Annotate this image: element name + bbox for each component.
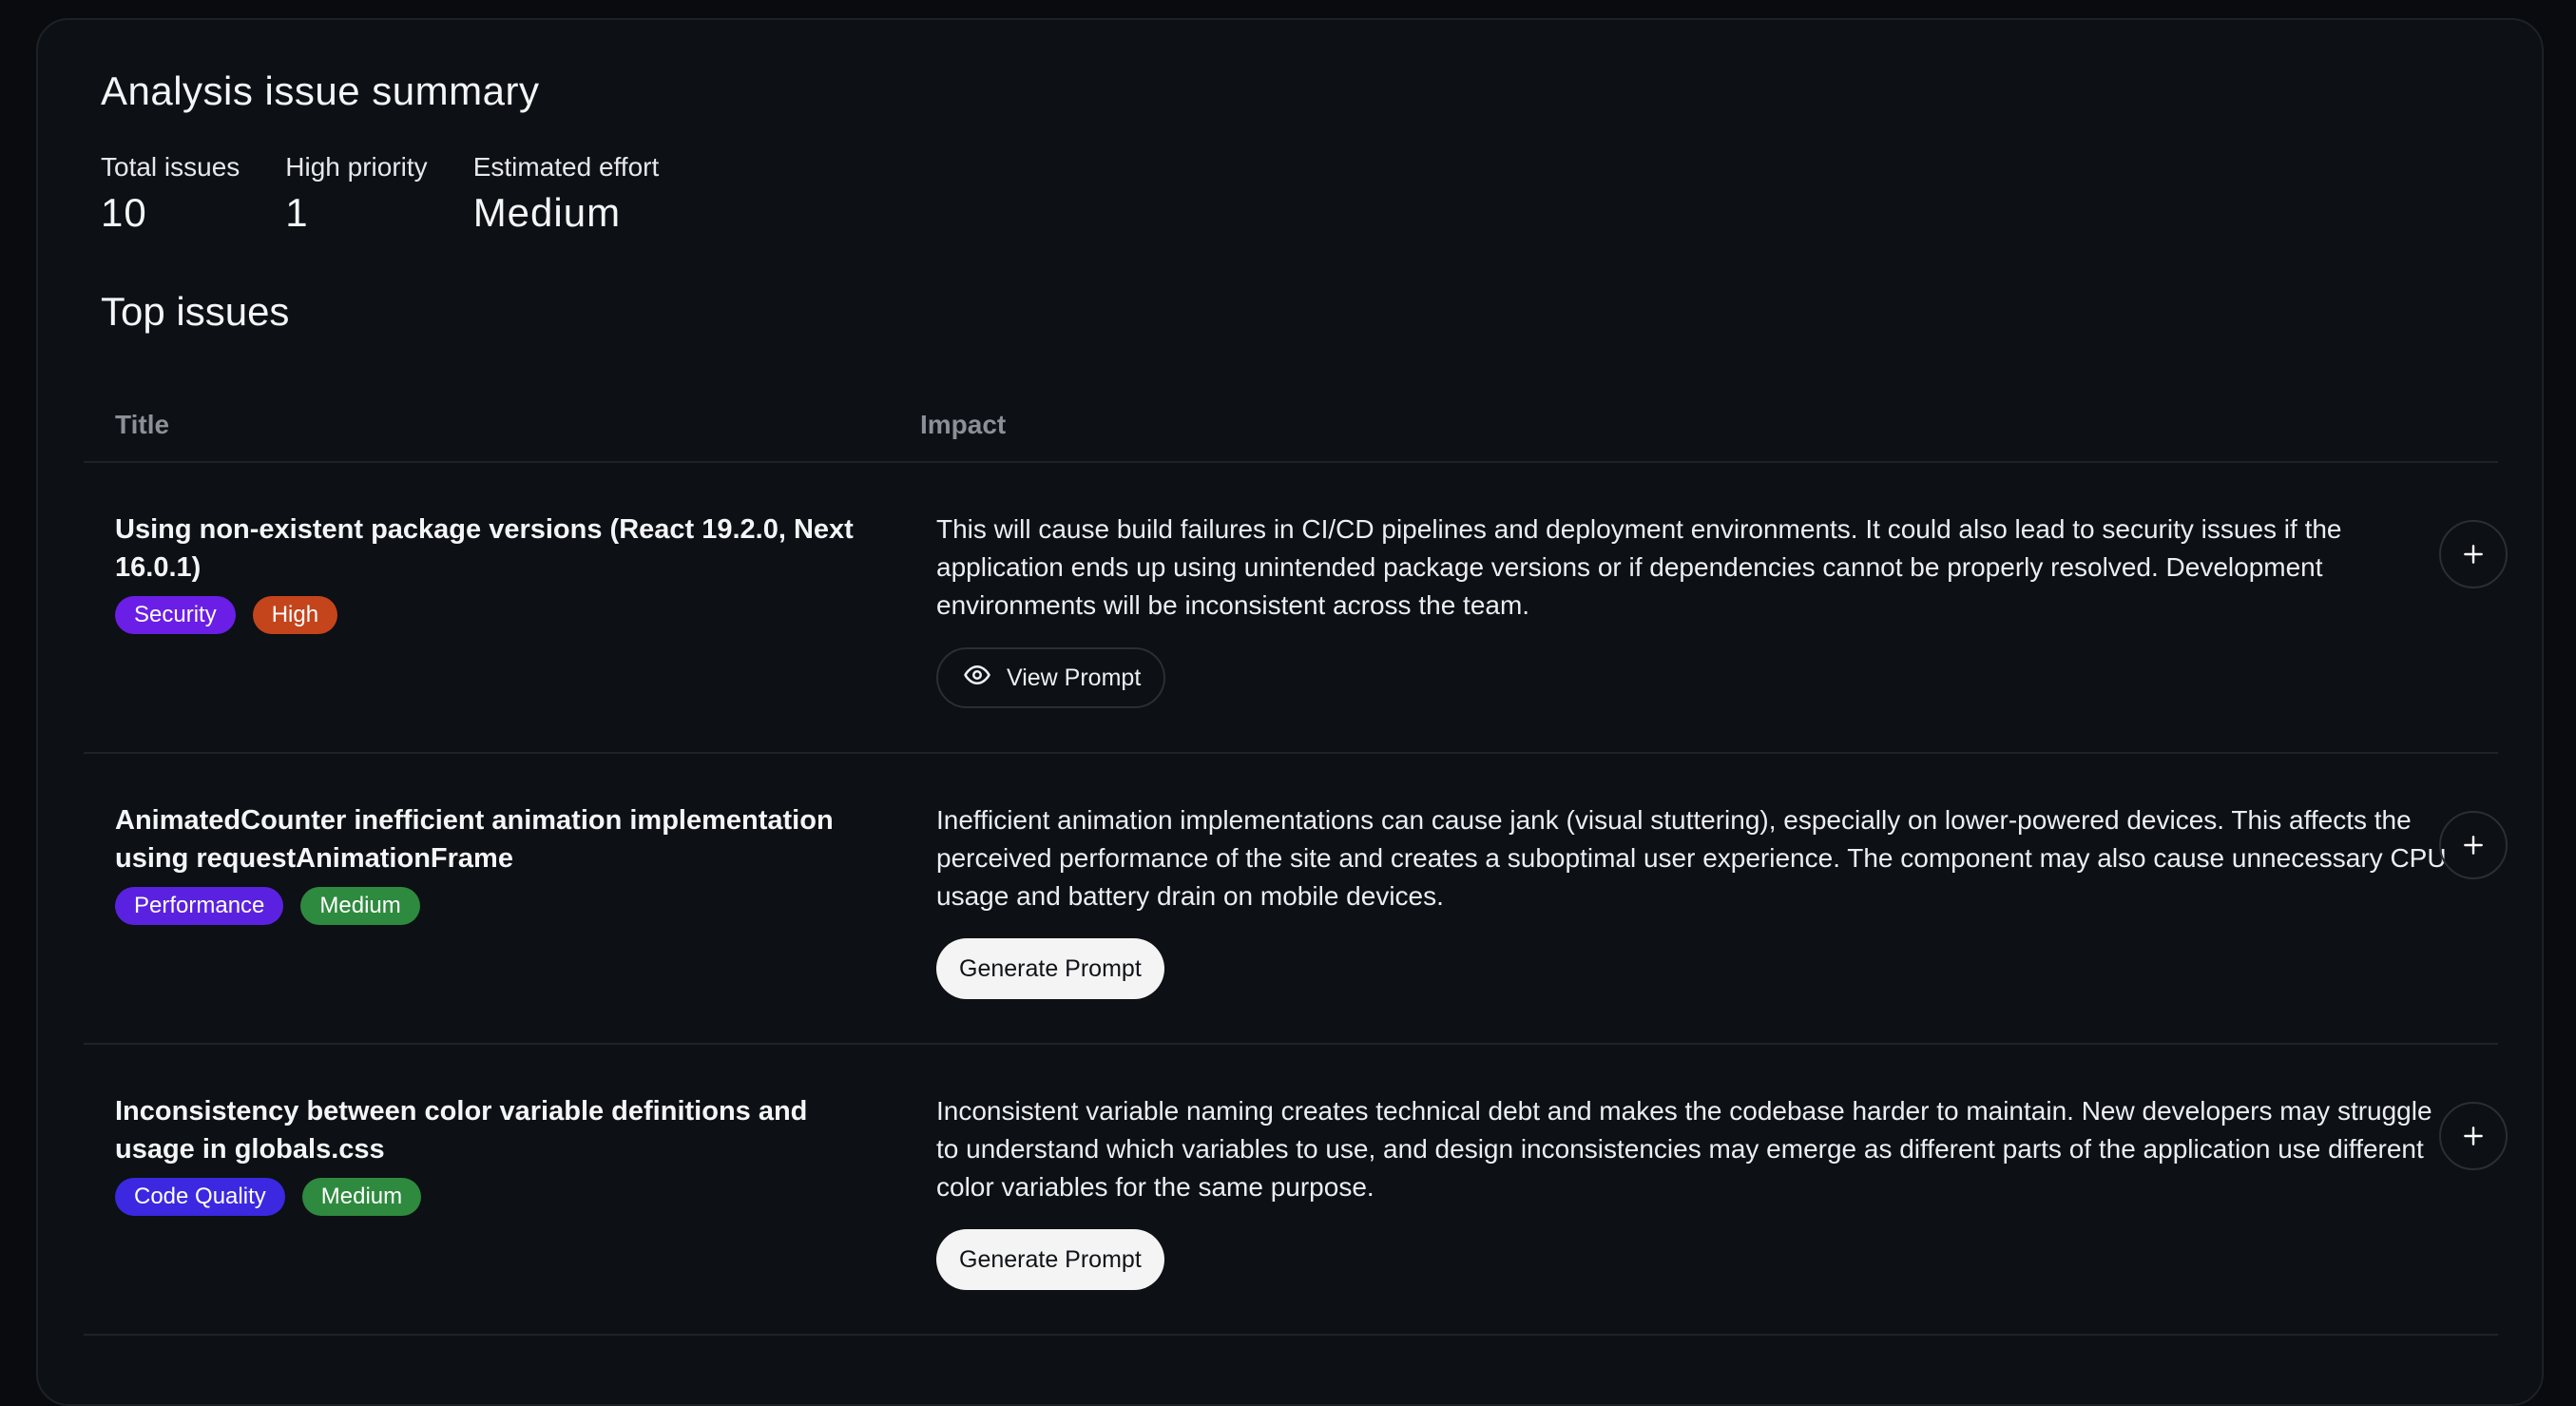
issue-badges: [115, 887, 420, 925]
stat-total-issues: [101, 151, 240, 237]
issue-row: [84, 463, 2498, 754]
expand-issue-button[interactable]: [2439, 1102, 2508, 1170]
generate-prompt-button[interactable]: Generate Prompt: [936, 938, 1164, 999]
plus-icon: [2461, 833, 2486, 857]
generate-prompt-button[interactable]: Generate Prompt: [936, 1229, 1164, 1290]
stat-estimated-effort: [473, 151, 660, 237]
issue-title: AnimatedCounter inefficient animation implementation using requestAnimationFrame: [115, 805, 834, 874]
plus-icon: [2461, 542, 2486, 567]
issue-impact: This will cause build failures in CI/CD pipelines and deployment environments. It could also lead to security issues if the application ends up using unintended package versions or if dependencies cannot be properly resolved. Development environments will be inconsistent across the team.: [936, 514, 2342, 620]
stat-label: Total issues: [101, 152, 240, 182]
column-header-impact: Impact: [920, 410, 1007, 439]
priority-badge: High: [253, 596, 337, 634]
category-badge: Code Quality: [115, 1178, 285, 1216]
view-prompt-button[interactable]: [936, 647, 1165, 708]
stat-label: Estimated effort: [472, 152, 660, 182]
issue-impact: Inconsistent variable naming creates technical debt and makes the codebase harder to maintain. New developers may struggle to understand which variables to use, and design inconsistencies may emerge as different parts of the application use different color variables for the same purpose.: [936, 1096, 2432, 1202]
stat-value: Medium: [472, 189, 622, 235]
issue-badges: [115, 1178, 421, 1216]
plus-icon: [2461, 1124, 2486, 1148]
category-badge: Security: [115, 596, 236, 634]
stat-value: 10: [101, 189, 147, 235]
top-issues-title: Top issues: [101, 289, 290, 334]
summary-stats: [101, 151, 659, 237]
issue-row: [84, 754, 2498, 1045]
issue-title: Using non-existent package versions (React 19.2.0, Next 16.0.1): [115, 514, 854, 583]
stat-value: 1: [285, 189, 309, 235]
category-badge: Performance: [115, 887, 283, 925]
issue-title: Inconsistency between color variable definitions and usage in globals.css: [115, 1096, 808, 1165]
priority-badge: Medium: [302, 1178, 421, 1216]
summary-title: Analysis issue summary: [101, 68, 540, 113]
expand-issue-button[interactable]: [2439, 811, 2508, 879]
priority-badge: Medium: [300, 887, 419, 925]
issue-impact: Inefficient animation implementations can cause jank (visual stuttering), especially on lower-powered devices. This affects the perceived performance of the site and creates a suboptimal user experience. The component may also cause unnecessary CPU usage and battery drain on mobile devices.: [936, 805, 2447, 911]
stat-high-priority: [285, 151, 427, 237]
issues-table-header: [84, 391, 2498, 463]
stat-label: High priority: [285, 152, 428, 182]
column-header-title: Title: [115, 410, 170, 439]
analysis-summary-card: [36, 18, 2544, 1406]
issues-table-body: [84, 463, 2498, 1336]
eye-icon: [963, 661, 991, 696]
issue-row: [84, 1045, 2498, 1336]
issue-badges: [115, 596, 337, 634]
expand-issue-button[interactable]: [2439, 520, 2508, 588]
view-prompt-label: View Prompt: [1007, 664, 1142, 691]
